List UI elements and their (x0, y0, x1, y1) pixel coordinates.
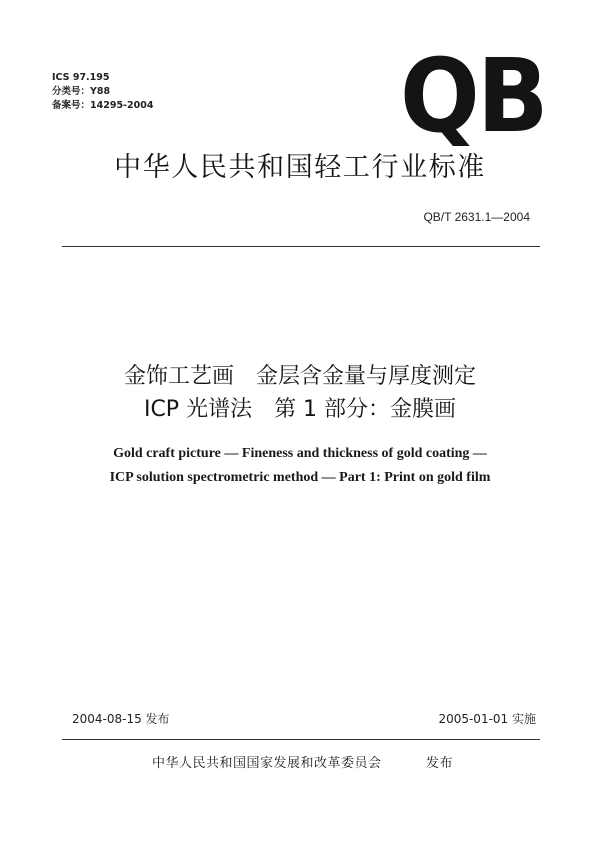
chinese-title-line-2: ICP 光谱法 第 1 部分：金膜画 (143, 397, 457, 422)
issuing-action: 发布 (426, 756, 454, 771)
standard-title: 中华人民共和国轻工行业标准 (114, 152, 486, 183)
bottom-divider (62, 739, 540, 740)
implementation-date: 2005-01-01 实施 (438, 712, 536, 726)
top-divider (62, 246, 540, 247)
chinese-title-line-1: 金饰工艺画 金层含金量与厚度测定 (123, 364, 476, 389)
category-code: 分类号：Y88 (52, 86, 111, 97)
issuing-authority: 中华人民共和国国家发展和改革委员会 (152, 756, 382, 771)
ics-code: ICS 97.195 (52, 72, 110, 83)
english-title-line-2: ICP solution spectrometric method — Part 1: Print on gold film (109, 470, 491, 485)
qb-logo: QB (400, 37, 546, 156)
english-title-line-1: Gold craft picture — Fineness and thickness of gold coating — (113, 446, 487, 461)
record-number: 备案号：14295-2004 (52, 100, 154, 111)
issue-date: 2004-08-15 发布 (72, 712, 170, 726)
document-metadata (52, 71, 153, 113)
standard-number: QB/T 2631.1—2004 (423, 210, 530, 224)
